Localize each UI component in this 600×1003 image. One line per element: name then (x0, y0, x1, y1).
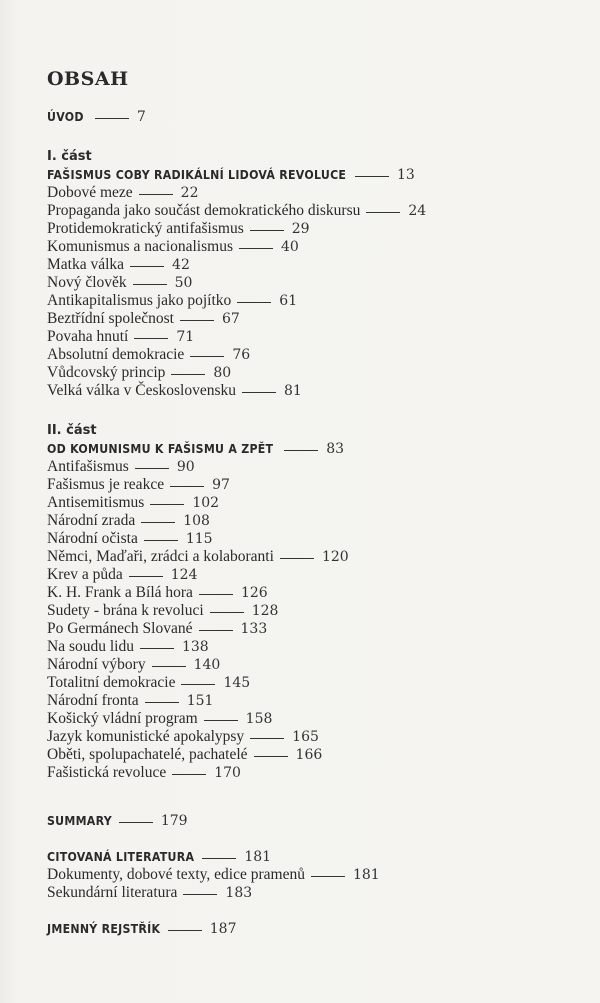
page-number: 50 (174, 275, 193, 291)
page-number: 165 (292, 729, 319, 745)
page-number: 97 (212, 477, 230, 493)
leader-rule (237, 302, 271, 303)
toc-entry[interactable] (47, 728, 587, 746)
toc-entry-label: Národní očista (47, 530, 138, 547)
toc-entry-label: Propaganda jako součást demokratického diskursu (47, 202, 361, 219)
page-number: 81 (283, 383, 302, 399)
page-number: 133 (240, 621, 268, 637)
toc-entry[interactable] (47, 310, 587, 328)
toc-heading-label: SUMMARY (47, 813, 112, 828)
page-number: 187 (209, 921, 237, 937)
leader-rule (129, 576, 163, 577)
page-number: 76 (232, 347, 251, 363)
part2-entries (47, 458, 587, 782)
toc-entry[interactable] (47, 866, 587, 884)
leader-rule (202, 858, 236, 859)
leader-rule (134, 338, 168, 339)
page-number: 145 (223, 675, 251, 691)
leader-rule (180, 320, 214, 321)
page-number: 179 (160, 813, 188, 829)
page-number: 140 (193, 657, 221, 673)
toc-entry[interactable] (47, 184, 587, 202)
leader-rule (239, 248, 273, 249)
toc-entry-label: Sekundární literatura (47, 884, 178, 901)
toc-heading-label: OD KOMUNISMU K FAŠISMU A ZPĚT (47, 441, 274, 456)
toc-entry-label: Jazyk komunistické apokalypsy (47, 728, 245, 745)
toc-entry[interactable] (47, 548, 587, 566)
page-number: 151 (186, 693, 214, 709)
page-number: 124 (170, 567, 198, 583)
leader-rule (242, 392, 276, 393)
toc-entry-label: Národní zrada (47, 512, 136, 529)
leader-rule (199, 594, 233, 595)
page-number: 29 (291, 221, 310, 237)
toc-entry-label: Národní fronta (47, 692, 139, 709)
leader-rule (250, 230, 284, 231)
toc-entry-label: Dobové meze (47, 184, 133, 201)
toc-entry[interactable] (47, 292, 587, 310)
leader-rule (199, 630, 233, 631)
page-number: 166 (295, 747, 323, 763)
toc-entry-label: Matka válka (47, 256, 125, 273)
leader-rule (133, 284, 167, 285)
toc-heading-label: JMENNÝ REJSTŘÍK (47, 921, 161, 936)
toc-entry[interactable] (47, 256, 587, 274)
leader-rule (355, 176, 389, 177)
page-number: 7 (136, 109, 146, 125)
toc-heading-part1[interactable] (47, 166, 587, 184)
leader-rule (311, 876, 345, 877)
toc-entry[interactable] (47, 458, 587, 476)
leader-rule (145, 702, 179, 703)
toc-entry-label: Velká válka v Československu (47, 382, 236, 399)
page-number: 183 (225, 885, 253, 901)
part-label: II. část (47, 423, 97, 438)
page-number: 40 (281, 239, 299, 255)
page-number: 80 (213, 365, 232, 381)
toc-entry-label: Krev a půda (47, 566, 123, 583)
toc-entry[interactable] (47, 884, 587, 902)
toc-entry[interactable] (47, 346, 587, 364)
toc-entry[interactable] (47, 656, 587, 674)
leader-rule (172, 774, 206, 775)
toc-entry-label: Po Germánech Slované (47, 620, 193, 637)
toc-entry-label: Fašistická revoluce (47, 764, 167, 781)
page-number: 61 (279, 293, 298, 309)
toc-entry[interactable] (47, 566, 587, 584)
page-number: 71 (176, 329, 195, 345)
toc-heading-part2[interactable] (47, 440, 587, 458)
toc-entry[interactable] (47, 638, 587, 656)
leader-rule (280, 558, 314, 559)
toc-entry[interactable] (47, 328, 587, 346)
toc-entry[interactable] (47, 382, 587, 400)
toc-entry[interactable] (47, 220, 587, 238)
toc-heading-label: CITOVANÁ LITERATURA (47, 849, 195, 864)
leader-rule (150, 504, 184, 505)
leader-rule (135, 468, 169, 469)
page-number: 13 (397, 167, 415, 183)
leader-rule (95, 118, 129, 119)
toc-entry[interactable] (47, 584, 587, 602)
page-number: 138 (181, 639, 209, 655)
toc-entry[interactable] (47, 602, 587, 620)
page-number: 181 (352, 867, 380, 883)
toc-entry-label: Sudety - brána k revoluci (47, 602, 204, 619)
toc-entry[interactable] (47, 274, 587, 292)
toc-entry-label: Protidemokratický antifašismus (47, 220, 244, 237)
leader-rule (284, 450, 318, 451)
page-number: 181 (244, 849, 272, 865)
toc-entry-label: K. H. Frank a Bílá hora (47, 584, 193, 601)
toc-entry-label: Dokumenty, dobové texty, edice pramenů (47, 866, 305, 883)
toc-entry-label: Beztřídní společnost (47, 310, 174, 327)
page-number: 158 (245, 711, 273, 727)
page-number: 126 (240, 585, 268, 601)
toc-entry[interactable] (47, 710, 587, 728)
toc-heading-summary[interactable] (47, 812, 587, 830)
page-number: 83 (326, 441, 345, 457)
toc-entry[interactable] (47, 674, 587, 692)
page-number: 108 (183, 513, 210, 529)
toc-entry[interactable] (47, 692, 587, 710)
page-number: 24 (408, 203, 427, 219)
leader-rule (204, 720, 238, 721)
toc-entry[interactable] (47, 530, 587, 548)
page-number: 128 (251, 603, 279, 619)
toc-entry[interactable] (47, 620, 587, 638)
table-of-contents (47, 68, 587, 938)
leader-rule (210, 612, 244, 613)
toc-entry-label: Vůdcovský princip (47, 364, 166, 381)
toc-entry[interactable] (47, 202, 587, 220)
toc-title: OBSAH (47, 68, 129, 90)
toc-heading-label: FAŠISMUS COBY RADIKÁLNÍ LIDOVÁ REVOLUCE (47, 167, 347, 182)
part-label: I. část (47, 149, 92, 164)
page-number: 90 (176, 459, 195, 475)
toc-entry-label: Povaha hnutí (47, 328, 129, 345)
page-number: 170 (214, 765, 241, 781)
leader-rule (171, 374, 205, 375)
toc-entry-label: Nový člověk (47, 274, 127, 291)
toc-entry-label: Oběti, spolupachatelé, pachatelé (47, 746, 248, 763)
page-number: 115 (185, 531, 213, 547)
toc-entry[interactable] (47, 494, 587, 512)
leader-rule (119, 822, 153, 823)
page-number: 120 (321, 549, 349, 565)
toc-entry[interactable] (47, 364, 587, 382)
toc-entry-label: Fašismus je reakce (47, 476, 165, 493)
toc-heading-literature[interactable] (47, 848, 587, 866)
leader-rule (190, 356, 224, 357)
leader-rule (250, 738, 284, 739)
leader-rule (254, 756, 288, 757)
leader-rule (130, 266, 164, 267)
toc-entry[interactable] (47, 238, 587, 256)
toc-heading-label: ÚVOD (47, 109, 84, 124)
toc-entry-label: Národní výbory (47, 656, 146, 673)
leader-rule (152, 666, 186, 667)
toc-entry[interactable] (47, 764, 587, 782)
page-number: 67 (222, 311, 240, 327)
leader-rule (181, 684, 215, 685)
toc-entry-label: Antisemitismus (47, 494, 145, 511)
leader-rule (141, 522, 175, 523)
toc-entry-label: Totalitní demokracie (47, 674, 176, 691)
toc-entry-label: Košický vládní program (47, 710, 198, 727)
toc-entry-label: Antifašismus (47, 458, 129, 475)
toc-heading-index[interactable] (47, 920, 587, 938)
toc-entry-label: Němci, Maďaři, zrádci a kolaboranti (47, 548, 274, 565)
toc-entry[interactable] (47, 746, 587, 764)
literature-entries (47, 866, 587, 902)
toc-entry[interactable] (47, 476, 587, 494)
leader-rule (366, 212, 400, 213)
leader-rule (139, 194, 173, 195)
page-number: 22 (180, 185, 199, 201)
page-number: 42 (172, 257, 190, 273)
leader-rule (183, 894, 217, 895)
toc-entry-label: Absolutní demokracie (47, 346, 185, 363)
toc-heading-intro[interactable] (47, 108, 587, 126)
leader-rule (170, 486, 204, 487)
toc-entry-label: Na soudu lidu (47, 638, 134, 655)
toc-entry-label: Antikapitalismus jako pojítko (47, 292, 232, 309)
part1-entries (47, 184, 587, 400)
page-number: 102 (192, 495, 220, 511)
toc-entry-label: Komunismus a nacionalismus (47, 238, 233, 255)
toc-entry[interactable] (47, 512, 587, 530)
leader-rule (144, 540, 178, 541)
leader-rule (168, 930, 202, 931)
leader-rule (140, 648, 174, 649)
